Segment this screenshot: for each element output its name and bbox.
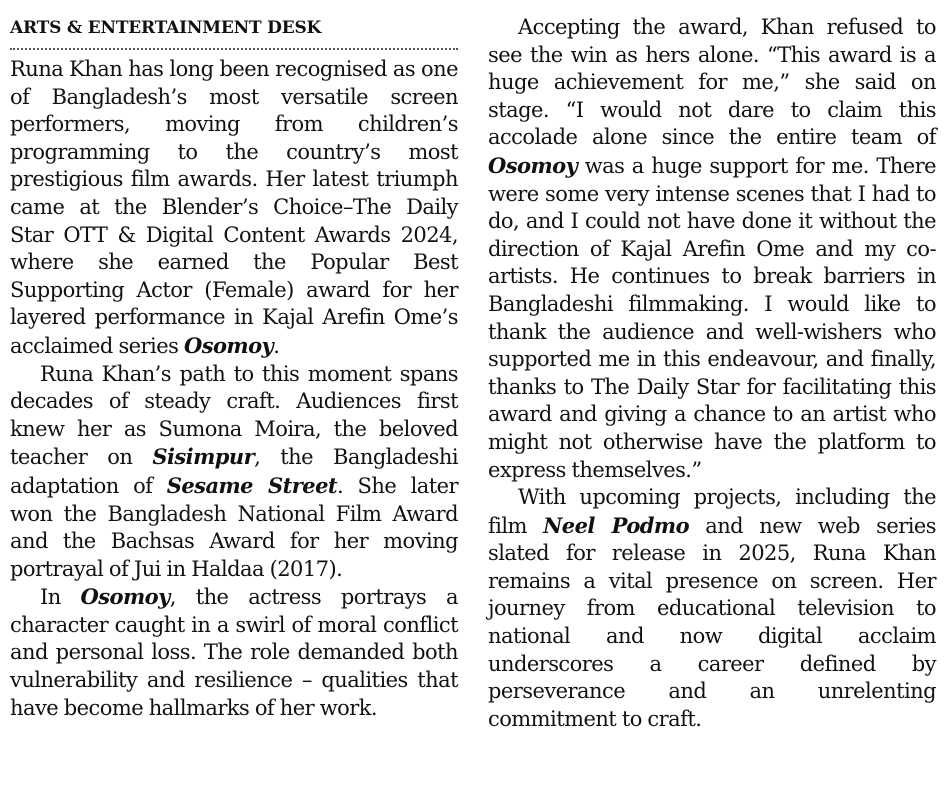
paragraph-text: and new web series slated for release in 2025, Runa Khan remains a vital presence on screen. Her journey from educational television to national and now digital acclaim underscores a career defined by perseverance and an unrelenting commitment to craft.	[488, 513, 936, 731]
paragraph-career	[10, 361, 458, 584]
series-title: Osomoy	[80, 584, 170, 610]
paragraph-text: , the actress portrays a character caught in a swirl of moral conflict and personal loss. The role demanded both vulnerability and resilience – qualities that have become hallmarks of her work.	[10, 585, 458, 720]
series-title: Osomoy	[183, 332, 274, 358]
film-title: Neel Podmo	[543, 512, 690, 538]
show-title: Sisimpur	[152, 444, 255, 470]
paragraph-text: In	[40, 585, 81, 610]
paragraph-text: was a huge support for me. There were some very intense scenes that I had to do, and I could not have done it without the direction of Kajal Arefin Ome and my co-artists. He continues to break barriers in Bangladeshi filmmaking. I would like to thank the audience and well-wishers who supported me in this endeavour, and finally, thanks to The Daily Star for facilitating this award and giving a chance to an artist who might not otherwise have the platform to express themselves.”	[488, 153, 936, 482]
section-label: ARTS & ENTERTAINMENT DESK	[10, 18, 322, 38]
paragraph-text: .	[273, 333, 280, 358]
paragraph-text: Runa Khan’s path to this moment spans decades of steady craft. Audiences first knew her as Sumona Moira, the beloved teacher on	[10, 361, 458, 470]
paragraph-role	[10, 583, 458, 722]
paragraph-acceptance	[488, 14, 936, 484]
left-column	[10, 0, 458, 722]
right-column	[488, 0, 936, 733]
paragraph-text: Runa Khan has long been recognised as one of Bangladesh’s most versatile screen performers, moving from children’s programming to the country’s most prestigious film awards. Her latest triumph came at the Blender’s Choice–The Daily Star OTT & Digital Content Awards 2024, where she earned the Popular Best Supporting Actor (Female) award for her layered performance in Kajal Arefin Ome’s acclaimed series	[10, 57, 458, 358]
show-title: Sesame Street	[166, 472, 338, 498]
dotted-divider	[10, 48, 458, 50]
paragraph-text: . She later won the Bangladesh National Film Award and the Bachsas Award for her moving portrayal of Jui in Haldaa (2017).	[10, 473, 458, 581]
paragraph-intro	[10, 56, 458, 361]
paragraph-text: With upcoming projects, including the film	[488, 485, 936, 538]
series-title: Osomoy	[488, 152, 578, 178]
paragraph-outlook	[488, 484, 936, 733]
paragraph-text: , the Bangladeshi adaptation of	[10, 445, 458, 498]
paragraph-text: Accepting the award, Khan refused to see the win as hers alone. “This award is a huge achievement for me,” she said on stage. “I would not dare to claim this accolade alone since the entire team of	[488, 15, 936, 150]
